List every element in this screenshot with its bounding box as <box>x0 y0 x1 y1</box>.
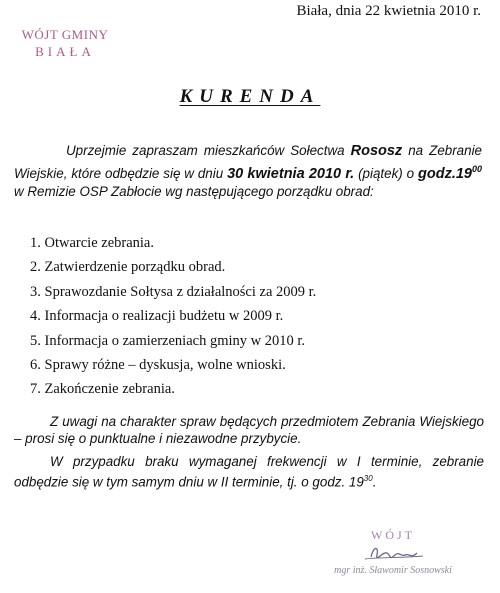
second-term-note <box>14 453 484 490</box>
meeting-time-hour: godz.19 <box>418 165 472 182</box>
meeting-date: 30 kwietnia 2010 r. <box>227 165 355 182</box>
handwritten-signature <box>353 543 433 565</box>
agenda-list <box>30 233 470 404</box>
agenda-item: 2. Zatwierdzenie porządku obrad. <box>30 259 226 276</box>
place-and-date: Biała, dnia 22 kwietnia 2010 r. <box>296 3 481 19</box>
second-term-minutes: 30 <box>363 474 373 483</box>
second-term-text: W przypadku braku wymaganej frekwencji w I terminie, zebranie odbędzie się w tym samym dniu w II terminie, tj. o godz. 19 <box>14 454 484 490</box>
document-title: KURENDA <box>179 86 321 107</box>
agenda-item: 6. Sprawy różne – dyskusja, wolne wnioski. <box>30 356 286 373</box>
agenda-item: 1. Otwarcie zebrania. <box>30 235 154 251</box>
signature-stamp <box>318 528 468 576</box>
meeting-time <box>418 166 482 182</box>
second-term-end: . <box>372 474 377 490</box>
agenda-item: 7. Zakończenie zebrania. <box>30 381 175 398</box>
meeting-time-minutes: 00 <box>472 164 483 174</box>
intro-text-4: w Remizie OSP Zabłocie wg następującego porządku obrad: <box>14 183 374 199</box>
intro-text-2: na Zebranie Wiejskie, które odbędzie się w dniu <box>14 143 482 181</box>
agenda-item: 3. Sprawozdanie Sołtysa z działalności za 2009 r. <box>30 283 317 300</box>
signatory-name: mgr inż. Sławomir Sosnowski <box>334 565 452 576</box>
village-name: Rososz <box>350 143 403 159</box>
office-stamp-line1: WÓJT GMINY <box>21 27 109 42</box>
office-stamp <box>6 26 124 60</box>
invitation-paragraph <box>14 142 482 201</box>
signature-title: WÓJT <box>371 528 415 542</box>
agenda-item: 4. Informacja o realizacji budżetu w 2009 r. <box>30 308 284 325</box>
punctuality-note: Z uwagi na charakter spraw będących przedmiotem Zebrania Wiejskiego – prosi się o punktualne i niezawodne przybycie. <box>14 414 484 446</box>
office-stamp-line2: BIAŁA <box>35 44 95 59</box>
agenda-item: 5. Informacja o zamierzeniach gminy w 2010 r. <box>30 332 305 349</box>
intro-text-3: (piątek) o <box>354 165 419 181</box>
intro-text-1: Uprzejmie zapraszam mieszkańców Sołectwa <box>66 143 351 158</box>
